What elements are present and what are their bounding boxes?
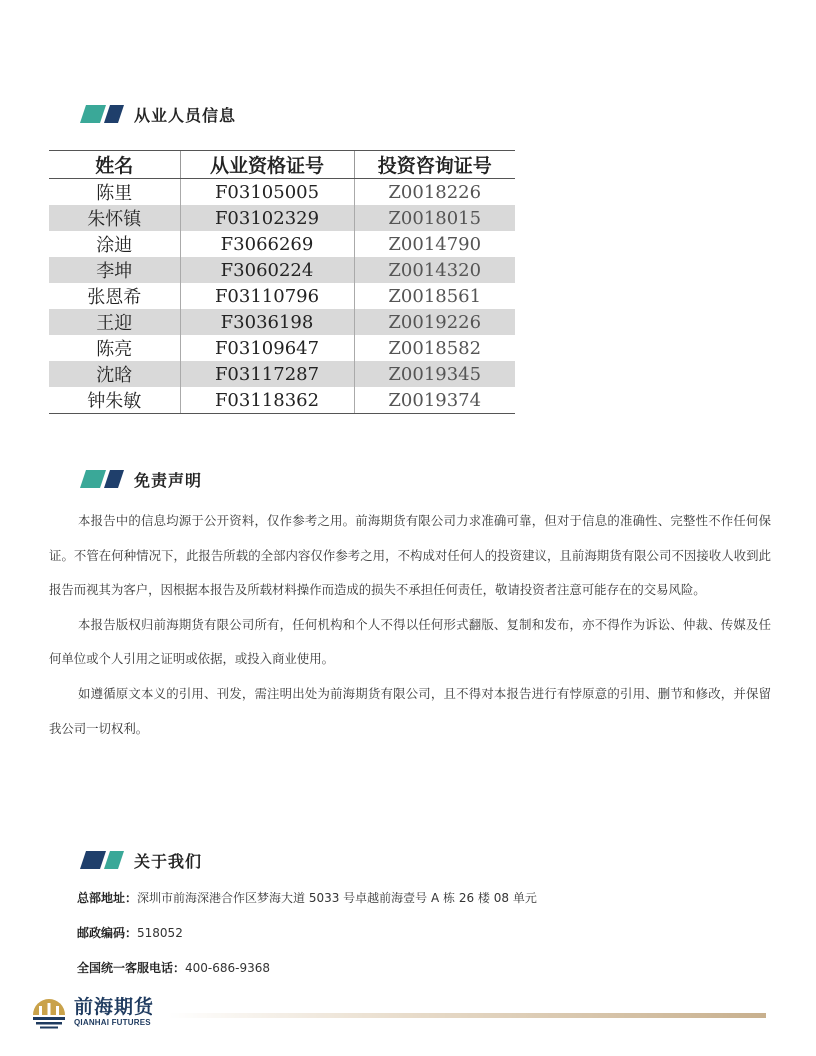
qualification-number: F03118362	[180, 387, 354, 414]
qualification-number: F03102329	[180, 205, 354, 231]
consulting-number: Z0018226	[354, 179, 515, 206]
staff-section-title: 从业人员信息	[134, 105, 237, 125]
qualification-number: F3066269	[180, 231, 354, 257]
consulting-number: Z0014320	[354, 257, 515, 283]
hotline-label: 全国统一客服电话：	[77, 961, 186, 975]
footer-divider	[168, 1013, 766, 1018]
table-row	[49, 179, 515, 206]
disclaimer-paragraph: 本报告中的信息均源于公开资料，仅作参考之用。前海期货有限公司力求准确可靠，但对于信息的准确性、完整性不作任何保证。不管在何种情况下，此报告所载的全部内容仅作参考之用，不构成对任何人的投资建议，且前海期货有限公司不因接收人收到此报告而视其为客户，因根据本报告及所载材料操作而造成的损失不承担任何责任，敬请投资者注意可能存在的交易风险。	[49, 513, 771, 598]
hotline-value: 400-686-9368	[185, 961, 271, 975]
table-row	[49, 335, 515, 361]
about-section-header	[80, 848, 202, 872]
staff-name: 陈亮	[96, 339, 133, 360]
disclaimer-paragraph: 如遵循原文本义的引用、刊发，需注明出处为前海期货有限公司，且不得对本报告进行有悖原意的引用、删节和修改，并保留我公司一切权利。	[49, 685, 771, 736]
staff-name: 钟朱敏	[49, 387, 180, 414]
staff-name: 涂迪	[96, 235, 133, 256]
consulting-number: Z0019345	[354, 361, 515, 387]
qualification-number: F03105005	[180, 179, 354, 206]
consulting-number: Z0018015	[354, 205, 515, 231]
address-line	[77, 889, 537, 906]
col-header-name: 姓名	[49, 151, 180, 179]
consulting-number: Z0018582	[354, 335, 515, 361]
postcode-label: 邮政编码：	[77, 926, 138, 940]
logo-chinese-name: 前海期货	[74, 996, 155, 1018]
address-label: 总部地址：	[77, 891, 138, 905]
col-header-consulting: 投资咨询证号	[354, 151, 515, 179]
company-logo	[30, 992, 170, 1032]
table-row	[49, 309, 515, 335]
col-header-qualification: 从业资格证号	[180, 151, 354, 179]
table-row	[49, 283, 515, 309]
table-row	[49, 361, 515, 387]
table-row	[49, 387, 515, 414]
disclaimer-paragraph: 本报告版权归前海期货有限公司所有，任何机构和个人不得以任何形式翻版、复制和发布，亦不得作为诉讼、仲裁、传媒及任何单位或个人引用之证明或依据，或投入商业使用。	[49, 616, 771, 667]
hotline-line	[77, 959, 270, 976]
consulting-number: Z0014790	[354, 231, 515, 257]
section-bars-icon	[80, 105, 124, 123]
postcode-value: 518052	[137, 926, 183, 940]
staff-name: 王迎	[49, 309, 180, 335]
table-row	[49, 231, 515, 257]
disclaimer-section-header	[80, 467, 202, 491]
table-header-row	[49, 151, 515, 179]
consulting-number: Z0019374	[354, 387, 515, 414]
consulting-number: Z0019226	[354, 309, 515, 335]
disclaimer-section-title: 免责声明	[134, 470, 203, 490]
staff-name: 李坤	[49, 257, 180, 283]
qualification-number: F03110796	[180, 283, 354, 309]
staff-table	[49, 150, 515, 414]
qualification-number: F3036198	[180, 309, 354, 335]
about-section-title: 关于我们	[134, 851, 203, 871]
table-row	[49, 257, 515, 283]
consulting-number: Z0018561	[354, 283, 515, 309]
qualification-number: F03109647	[180, 335, 354, 361]
section-bars-icon	[80, 470, 124, 488]
staff-section-header	[80, 102, 236, 126]
staff-name: 沈晗	[49, 361, 180, 387]
qualification-number: F03117287	[180, 361, 354, 387]
logo-english-name: QIANHAI FUTURES	[74, 1018, 151, 1027]
address-value: 深圳市前海深港合作区梦海大道 5033 号卓越前海壹号 A 栋 26 楼 08 单元	[137, 891, 537, 905]
staff-name: 朱怀镇	[49, 205, 180, 231]
qianhai-logo-icon	[30, 993, 68, 1031]
qualification-number: F3060224	[180, 257, 354, 283]
section-bars-icon	[80, 851, 124, 869]
postcode-line	[77, 924, 183, 941]
disclaimer-body	[49, 504, 771, 746]
staff-name: 陈里	[96, 183, 133, 204]
table-row	[49, 205, 515, 231]
staff-name: 张恩希	[87, 287, 142, 308]
